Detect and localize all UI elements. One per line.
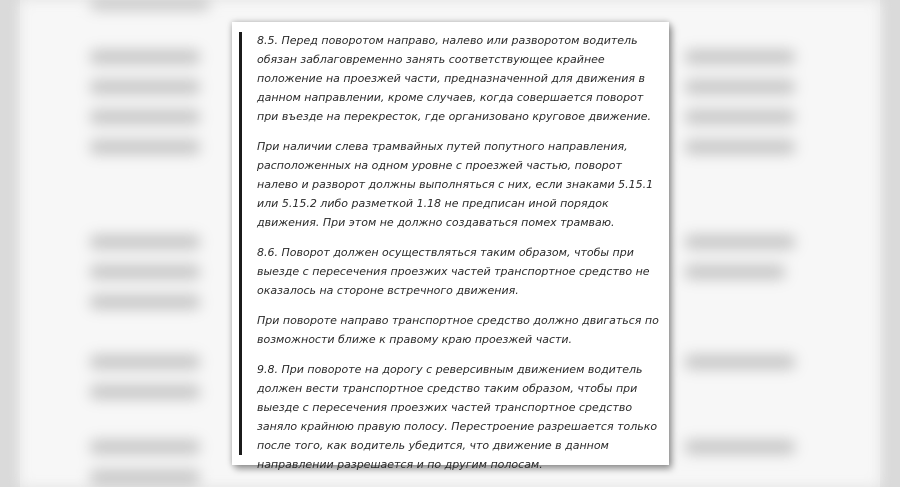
paragraph-right-turn: При повороте направо транспортное средство должно двигаться по возможности ближе к правому краю проезжей части. xyxy=(257,314,659,346)
paragraph-tram-tracks: При наличии слева трамвайных путей попутного направления, расположенных на одном уровне с проезжей частью, поворот налево и разворот должны выполняться с них, если знаками 5.15.1 или 5.15.2 либо разметкой 1.18 не предписан иной порядок движения. При этом не должно создаваться помех трамваю. xyxy=(257,140,654,229)
background-margin-right xyxy=(880,0,900,487)
paragraph-8-5: 8.5. Перед поворотом направо, налево или разворотом водитель обязан заблаговременно занять соответствующее крайнее положение на проезжей части, предназначенной для движения в данном направлении, кроме случаев, когда совершается поворот при въезде на перекресток, где организовано круговое движение. xyxy=(257,34,652,123)
paragraph-8-6: 8.6. Поворот должен осуществляться таким образом, чтобы при выезде с пересечения проезжих частей транспортное средство не оказалось на стороне встречного движения. xyxy=(257,246,650,297)
paragraph-9-8: 9.8. При повороте на дорогу с реверсивным движением водитель должен вести транспортное средство таким образом, чтобы при выезде с пересечения проезжих частей транспортное средство заняло крайнюю правую полосу. Перестроение разрешается только после того, как водитель убедится, что движение в данном направлении разрешается и по другим полосам. xyxy=(257,363,658,471)
blockquote-bar xyxy=(239,32,242,455)
quote-card xyxy=(232,22,669,471)
quote-content xyxy=(257,31,665,485)
background-margin-left xyxy=(0,0,20,487)
